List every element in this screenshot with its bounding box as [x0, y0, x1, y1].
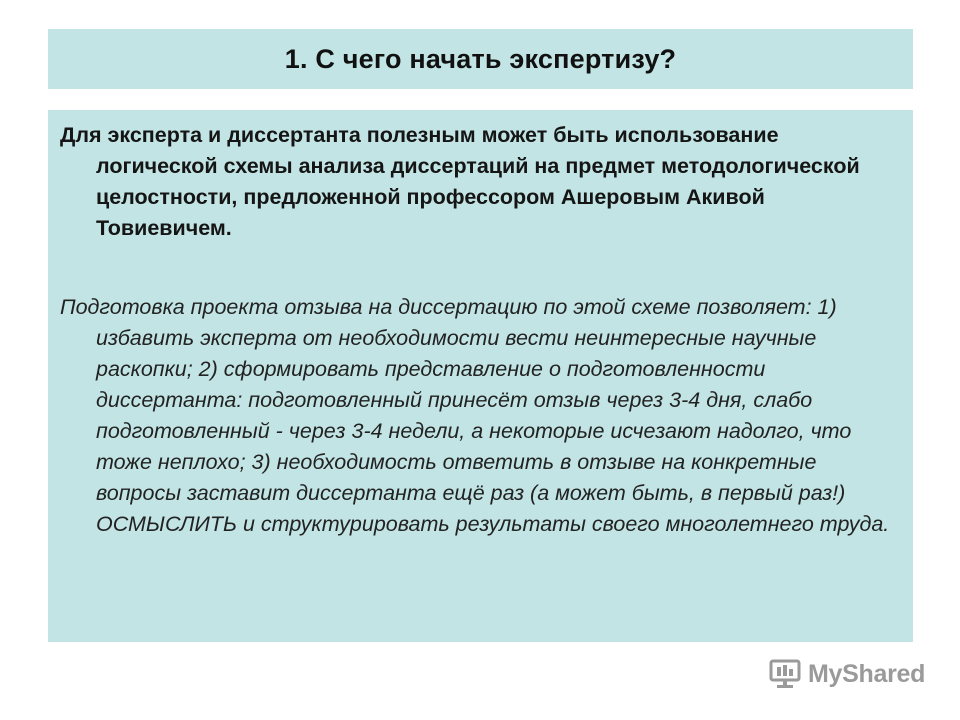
- myshared-watermark[interactable]: [768, 655, 925, 693]
- bold-paragraph: Для эксперта и диссертанта полезным может быть использование логической схемы анализа диссертаций на предмет методологической целостности, предложенной профессором Ашеровым Акивой Товиевичем.: [60, 123, 860, 240]
- slide-content-box: [48, 110, 913, 642]
- italic-paragraph: Подготовка проекта отзыва на диссертацию по этой схеме позволяет: 1) избавить эксперта от необходимости вести неинтересные научные раскопки; 2) сформировать представление о подготовленности диссертанта: подготовленный принесёт отзыв через 3-4 дня, слабо подготовленный - через 3-4 недели, а некоторые исчезают надолго, что тоже неплохо; 3) необходимость ответить в отзыве на конкретные вопросы заставит диссертанта ещё раз (а может быть, в первый раз!) ОСМЫСЛИТЬ и структурировать результаты своего многолетнего труда.: [60, 295, 890, 536]
- watermark-text: MyShared: [808, 659, 926, 688]
- slide-title: 1. С чего начать экспертизу?: [284, 43, 677, 74]
- slide-title-box: [48, 29, 913, 89]
- presentation-screen-icon: [768, 657, 802, 691]
